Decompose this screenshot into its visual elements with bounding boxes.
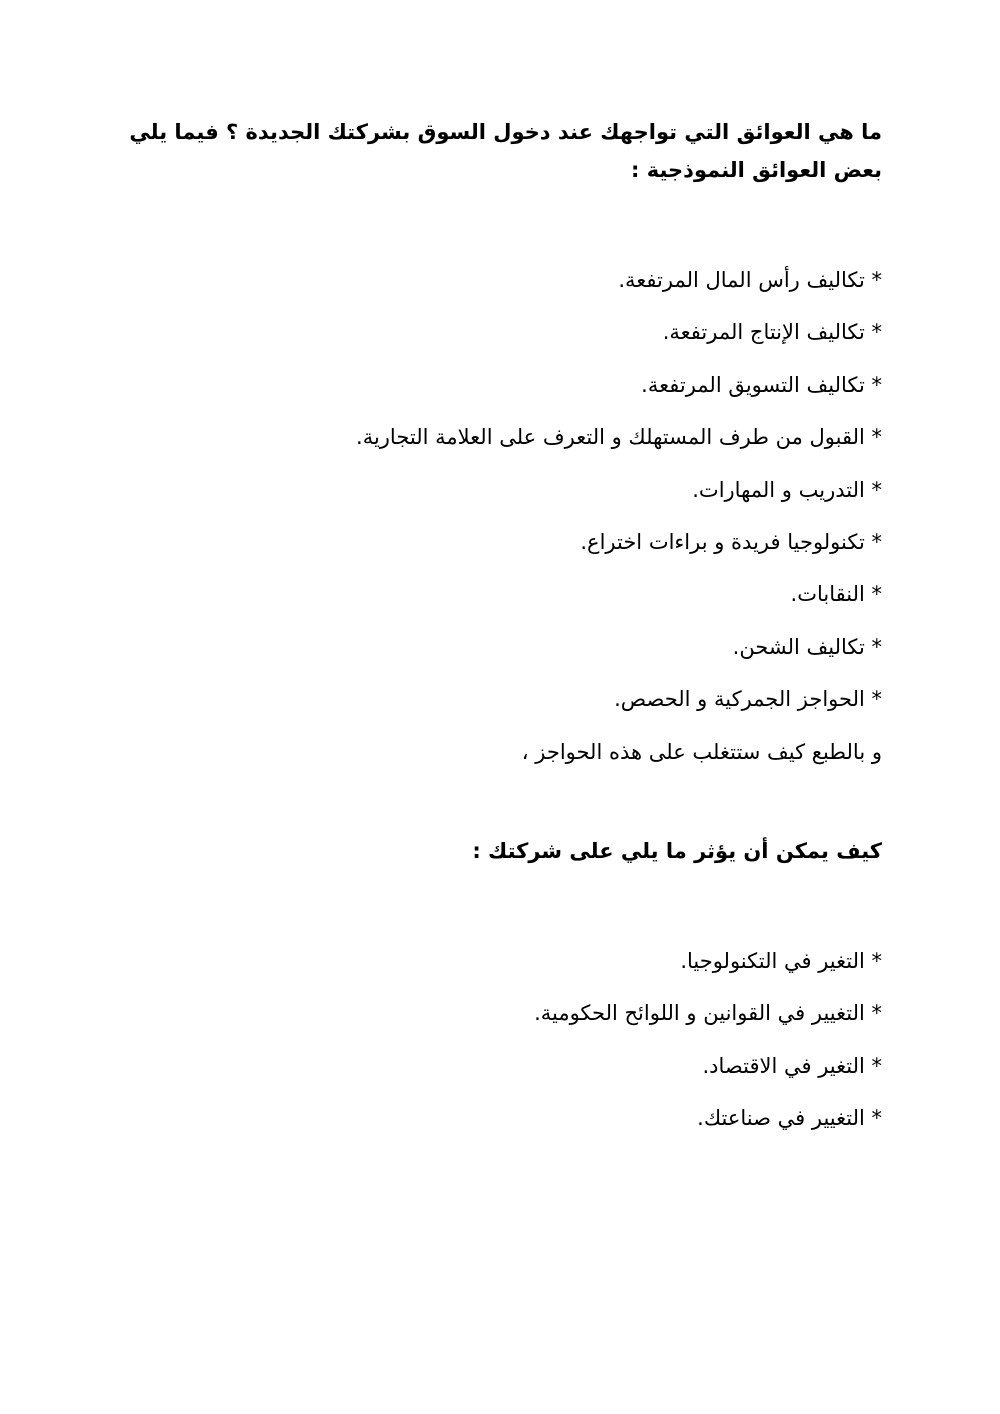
list-item: * تكاليف رأس المال المرتفعة. [618, 268, 882, 292]
list-item: و بالطبع كيف ستتغلب على هذه الحواجز ، [521, 739, 882, 764]
list-item: * التغير في الاقتصاد. [702, 1053, 882, 1078]
section-heading-barriers: ما هي العوائق التي تواجهك عند دخول السوق بشركتك الجديدة ؟ فيما يلي بعض العوائق النموذجية : [129, 120, 882, 182]
list-item: * تكاليف الشحن. [732, 634, 882, 659]
list-item: * الحواجز الجمركية و الحصص. [614, 687, 882, 712]
list-item: * تكنولوجيا فريدة و براءات اختراع. [580, 529, 882, 554]
list-item: * تكاليف التسويق المرتفعة. [641, 372, 882, 397]
list-item: * التغير في التكنولوجيا. [680, 949, 882, 973]
changes-list [112, 935, 882, 1145]
list-item: * النقابات. [790, 582, 882, 607]
list-item: * التغيير في القوانين و اللوائح الحكومية. [534, 1001, 882, 1026]
section-heading-impact: كيف يمكن أن يؤثر ما يلي على شركتك : [472, 839, 882, 863]
list-item: * التغيير في صناعتك. [697, 1106, 882, 1131]
barriers-list [112, 254, 882, 778]
list-item: * تكاليف الإنتاج المرتفعة. [662, 320, 882, 345]
list-item: * القبول من طرف المستهلك و التعرف على العلامة التجارية. [356, 425, 882, 450]
list-item: * التدريب و المهارات. [692, 477, 882, 502]
